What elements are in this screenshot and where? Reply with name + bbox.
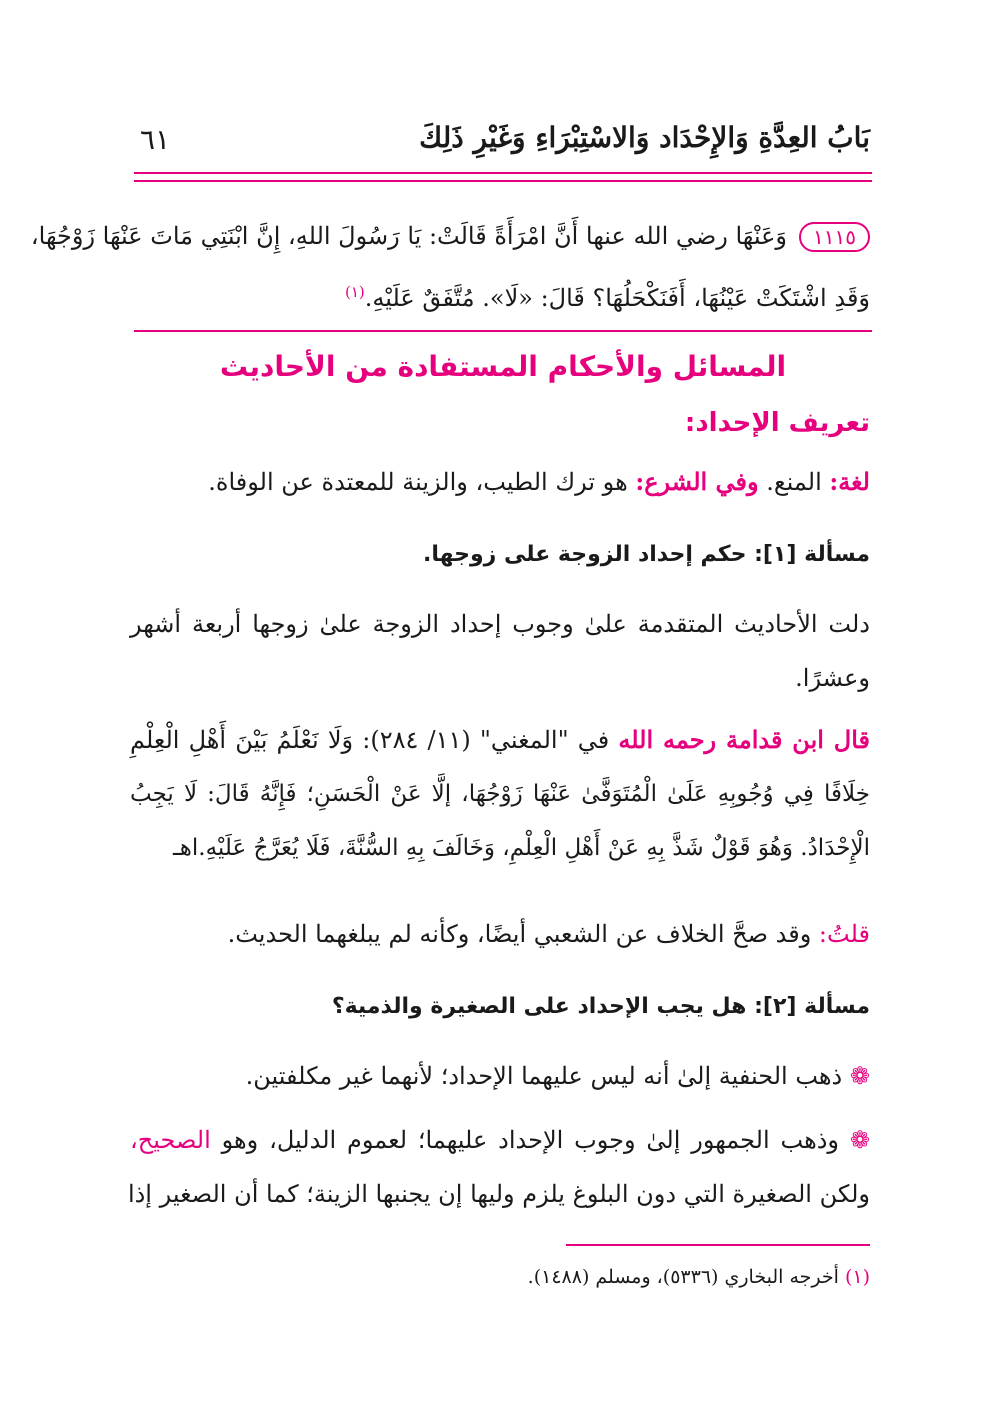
flower-bullet-icon: ❁: [849, 1062, 870, 1090]
lugha-label: لغة:: [829, 467, 870, 496]
qultu-line: [130, 914, 870, 954]
header-rule-top: [134, 172, 872, 174]
qultu-label: قلتُ:: [818, 920, 870, 948]
item-2-highlight: الصحيح،: [130, 1126, 211, 1154]
footnote-ref: (١): [844, 1266, 870, 1288]
item-2-text: وذهب الجمهور إلىٰ وجوب الإحداد عليهما؛ لعموم الدليل، وهو: [221, 1126, 840, 1154]
shar-text: هو ترك الطيب، والزينة للمعتدة عن الوفاة.: [208, 468, 628, 496]
masala-2-item-2: [130, 1120, 870, 1160]
running-header-title: بَابُ العِدَّةِ وَالإِحْدَاد وَالاسْتِبْرَاءِ وَغَيْرِ ذَلِكَ: [419, 121, 870, 154]
footnote-text: أخرجه البخاري (٥٣٣٦)، ومسلم (١٤٨٨).: [527, 1266, 839, 1288]
hadith-line-1: [30, 216, 870, 256]
masala-1-para-line-2: وعشرًا.: [795, 664, 870, 692]
hadith-line-2: [130, 272, 870, 318]
masala-2-heading: [332, 994, 870, 1019]
footnote-marker: (١): [344, 283, 365, 301]
hadith-number-badge: ١١١٥: [799, 222, 870, 252]
definition-line: [130, 462, 870, 502]
masala-1-para-line-1: دلت الأحاديث المتقدمة علىٰ وجوب إحداد الزوجة علىٰ زوجها أربعة أشهر: [130, 610, 870, 638]
masala-2-item-2-line-2: ولكن الصغيرة التي دون البلوغ يلزم وليها إن يجنبها الزينة؛ كما أن الصغير إذا: [127, 1180, 870, 1208]
masala-1-label: مسألة [١]:: [754, 542, 870, 567]
quote-line-1: [130, 720, 870, 760]
flower-bullet-icon: ❁: [849, 1126, 870, 1154]
section-title: المسائل والأحكام المستفادة من الأحاديث: [219, 350, 787, 383]
masala-2-label: مسألة [٢]:: [754, 994, 870, 1019]
hadith-text-2: وَقَدِ اشْتَكَتْ عَيْنُهَا، أَفَنَكْحَلُهَا؟ قَالَ: «لَا». مُتَّفَقٌ عَلَيْهِ.: [364, 284, 870, 312]
item-1-text: ذهب الحنفية إلىٰ أنه ليس عليهما الإحداد؛ لأنهما غير مكلفتين.: [245, 1062, 843, 1090]
masala-2-item-1: [130, 1056, 870, 1096]
qultu-text: وقد صحَّ الخلاف عن الشعبي أيضًا، وكأنه لم يبلغهما الحديث.: [227, 920, 812, 948]
header-rule-bottom: [134, 180, 872, 182]
masala-2-title: هل يجب الإحداد على الصغيرة والذمية؟: [331, 994, 747, 1019]
quote-line-3: الْإِحْدَادُ. وَهُوَ قَوْلٌ شَذَّ بِهِ عَنْ أَهْلِ الْعِلْمِ، وَخَالَفَ بِهِ السُّنَّةَ، فَلَا يُعَرَّجُ عَلَيْهِ.اهـ: [173, 835, 870, 861]
hadith-separator-rule: [134, 330, 872, 332]
masala-1-heading: [423, 542, 870, 567]
quote-line-2: خِلَافًا فِي وُجُوبِهِ عَلَىٰ الْمُتَوَفَّىٰ عَنْهَا زَوْجُهَا، إلَّا عَنْ الْحَسَنِ؛ فَإِنَّهُ قَالَ: لَا يَجِبُ: [130, 781, 870, 807]
quote-text-1: في "المغني" (١١/ ٢٨٤): وَلَا نَعْلَمُ بَيْنَ أَهْلِ الْعِلْمِ: [130, 726, 610, 754]
footnote-rule: [566, 1244, 870, 1246]
hadith-text-1: وَعَنْهَا رضي الله عنها أَنَّ امْرَأَةً قَالَتْ: يَا رَسُولَ اللهِ، إِنَّ ابْنَتِي مَاتَ عَنْهَا زَوْجُهَا،: [30, 222, 788, 250]
lugha-text: المنع.: [766, 468, 822, 496]
shar-label: وفي الشرع:: [635, 467, 759, 496]
page-number: ٦١: [140, 123, 171, 156]
footnote: [528, 1262, 870, 1292]
masala-1-title: حكم إحداد الزوجة على زوجها.: [423, 542, 747, 567]
quote-lead: قال ابن قدامة رحمه الله: [618, 725, 870, 754]
definition-heading: تعريف الإحداد:: [684, 408, 870, 438]
